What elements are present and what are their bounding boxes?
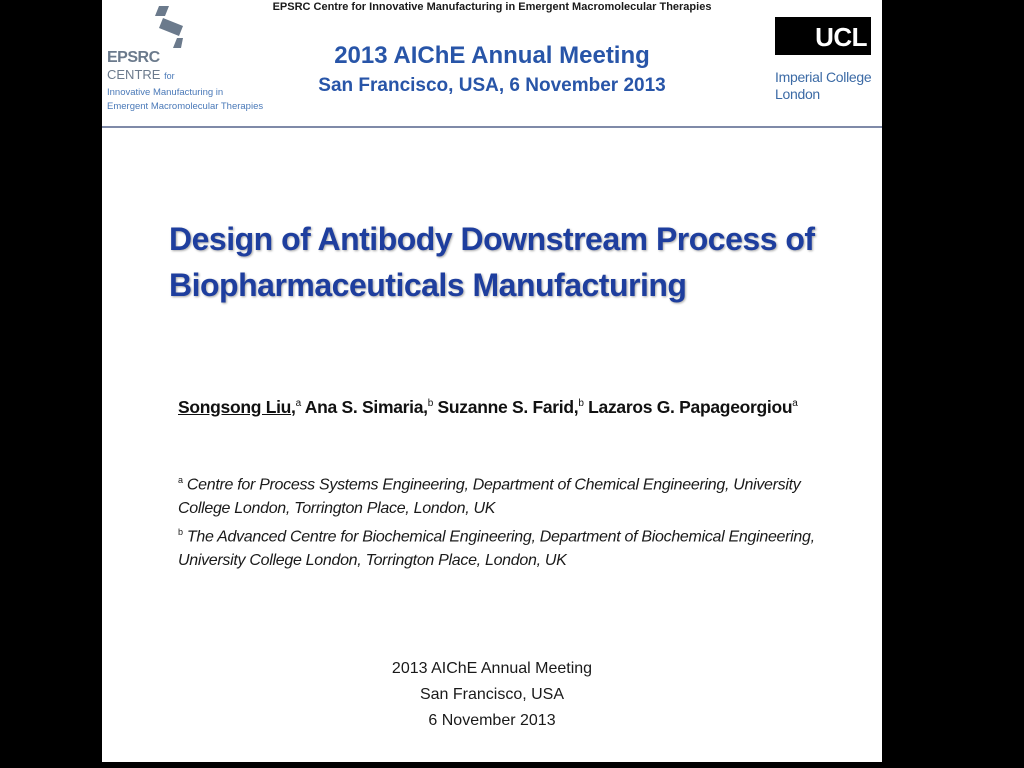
affiliation-mark: b — [178, 527, 183, 537]
epsrc-for: for — [164, 71, 175, 81]
header-banner: EPSRC Centre for Innovative Manufacturing in Emergent Macromolecular Therapies — [272, 1, 712, 13]
meeting-subtitle: San Francisco, USA, 6 November 2013 — [318, 75, 666, 96]
epsrc-name: EPSRC — [107, 49, 160, 66]
ucl-logo — [775, 17, 871, 55]
author-list — [178, 397, 868, 418]
author-affil-mark: a — [792, 398, 798, 410]
imperial-logo-line1: Imperial College — [775, 69, 872, 85]
author-name: Songsong Liu — [178, 397, 292, 417]
author-separator: , — [291, 397, 296, 417]
imperial-logo-line2: London — [775, 86, 820, 102]
author-affil-mark: a — [295, 398, 301, 410]
affiliation-text: Centre for Process Systems Engineering, Department of Chemical Engineering, University College London, Torrington Place, London, UK — [178, 476, 801, 518]
epsrc-subtitle-line1: Innovative Manufacturing in — [107, 87, 224, 98]
epsrc-centre-label: CENTRE — [107, 67, 161, 82]
author-separator: , — [573, 397, 579, 417]
ucl-logo-text: UCL — [815, 22, 867, 52]
affiliation-text: The Advanced Centre for Biochemical Engineering, Department of Biochemical Engineering, University College London, Torrington Place, London, UK — [178, 528, 815, 570]
slide-title — [169, 216, 859, 308]
footer-line2: San Francisco, USA — [419, 686, 565, 703]
author-name: Suzanne S. Farid — [437, 397, 574, 417]
author-affil-mark: b — [427, 398, 433, 410]
author-affil-mark: b — [578, 398, 584, 410]
epsrc-logo — [107, 4, 267, 116]
slide — [102, 0, 882, 762]
author-name: Ana S. Simaria — [304, 397, 424, 417]
epsrc-mark-icon — [149, 4, 187, 52]
affiliation-b — [178, 520, 818, 573]
epsrc-centre — [107, 67, 175, 82]
meeting-title: 2013 AIChE Annual Meeting — [334, 42, 650, 69]
affiliation-mark: a — [178, 475, 183, 485]
footer-line1: 2013 AIChE Annual Meeting — [391, 660, 593, 677]
imperial-college-logo — [775, 69, 871, 103]
slide-footer — [342, 656, 642, 734]
footer-line3: 6 November 2013 — [428, 712, 556, 729]
author-name: Lazaros G. Papageorgiou — [588, 397, 793, 417]
header-divider — [102, 126, 882, 128]
epsrc-subtitle-line2: Emergent Macromolecular Therapies — [107, 101, 264, 112]
slide-title-line2: Biopharmaceuticals Manufacturing — [169, 267, 687, 303]
author-separator: , — [423, 397, 428, 417]
affiliation-a — [178, 468, 818, 521]
slide-title-line1: Design of Antibody Downstream Process of — [169, 221, 815, 257]
